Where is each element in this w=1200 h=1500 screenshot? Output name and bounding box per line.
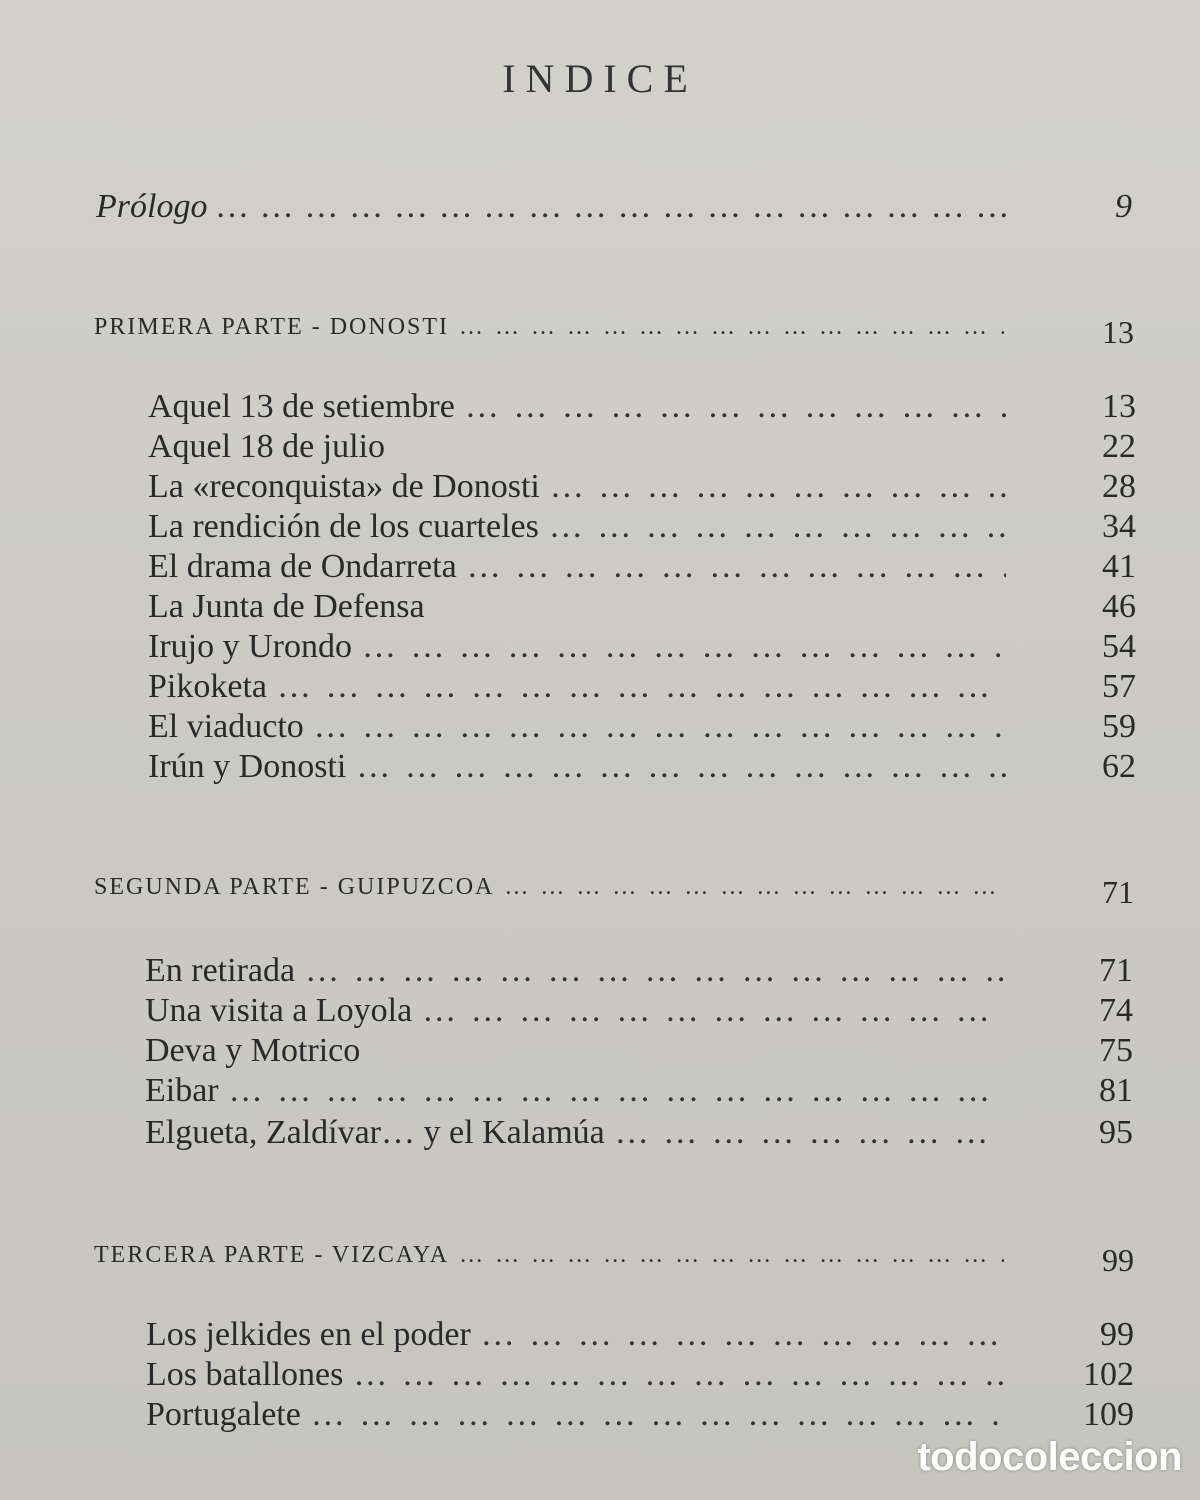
leader-dots [422, 992, 1003, 1030]
leader-dots [229, 1072, 1003, 1110]
toc-entry [148, 628, 1136, 666]
toc-part-page: 99 [1102, 1242, 1134, 1278]
toc-entry [148, 508, 1136, 546]
toc-entry-page: 54 [1102, 628, 1136, 665]
toc-entry-label: El drama de Ondarreta [148, 548, 457, 585]
leader-dots [217, 188, 1012, 226]
leader-dots [549, 508, 1006, 546]
toc-entry-page: 41 [1102, 548, 1136, 585]
toc-entry-prologo [96, 188, 1132, 226]
toc-entry-label: Prólogo [96, 188, 208, 225]
toc-part-heading [94, 314, 1134, 350]
toc-entry [145, 1032, 1133, 1070]
leader-dots [277, 668, 1006, 706]
toc-entry [148, 548, 1136, 586]
toc-entry [146, 1316, 1134, 1354]
toc-entry-page: 71 [1099, 952, 1133, 989]
toc-part-heading [94, 1242, 1134, 1278]
toc-entry-page: 99 [1100, 1316, 1134, 1353]
page-title: INDICE [502, 56, 698, 101]
toc-part-label: TERCERA PARTE - VIZCAYA [94, 1242, 450, 1268]
toc-entry [148, 388, 1136, 426]
toc-entry-page: 22 [1102, 428, 1136, 465]
toc-entry-label: Deva y Motrico [145, 1032, 361, 1069]
toc-part-label: PRIMERA PARTE - DONOSTI [94, 314, 450, 340]
toc-part-page: 71 [1102, 874, 1134, 910]
toc-entry-label: La rendición de los cuarteles [148, 508, 539, 545]
toc-entry-page: 81 [1099, 1072, 1133, 1109]
toc-entry-label: Irujo y Urondo [148, 628, 352, 665]
toc-entry-label: Portugalete [146, 1396, 301, 1433]
toc-entry-page: 74 [1099, 992, 1133, 1029]
toc-entry [148, 428, 1136, 466]
toc-entry [148, 748, 1136, 786]
toc-entry-label: Aquel 18 de julio [148, 428, 386, 465]
toc-entry-page: 95 [1099, 1114, 1133, 1151]
toc-entry-page: 102 [1083, 1356, 1134, 1393]
toc-entry [148, 708, 1136, 746]
leader-dots [314, 708, 1006, 746]
toc-entry-label: Los jelkides en el poder [146, 1316, 471, 1353]
leader-dots [305, 952, 1003, 990]
leader-dots [465, 388, 1006, 426]
toc-entry-page: 34 [1102, 508, 1136, 545]
toc-part-label: SEGUNDA PARTE - GUIPUZCOA [94, 874, 495, 900]
toc-entry-label: Aquel 13 de setiembre [148, 388, 455, 425]
toc-part-page: 13 [1102, 314, 1134, 350]
toc-entry-label: Eibar [145, 1072, 219, 1109]
toc-entry-label: En retirada [145, 952, 296, 989]
toc-entry-page: 13 [1102, 388, 1136, 425]
toc-entry-page: 62 [1102, 748, 1136, 785]
toc-entry [145, 992, 1133, 1030]
toc-entry [145, 1114, 1133, 1152]
toc-entry [145, 1072, 1133, 1110]
watermark-logo: todocoleccion [917, 1435, 1182, 1479]
toc-entry-page: 59 [1102, 708, 1136, 745]
toc-entry [145, 952, 1133, 990]
toc-entry-label: Una visita a Loyola [145, 992, 413, 1029]
leader-dots [467, 548, 1006, 586]
toc-entry-page: 109 [1083, 1396, 1134, 1433]
toc-entry [148, 588, 1136, 626]
toc-entry-page: 28 [1102, 468, 1136, 505]
toc-entry [148, 668, 1136, 706]
toc-entry-label: Elgueta, Zaldívar… y el Kalamúa [145, 1114, 605, 1151]
leader-dots [362, 628, 1006, 666]
toc-entry-label: Los batallones [146, 1356, 344, 1393]
leader-dots [615, 1114, 1003, 1152]
toc-entry [146, 1356, 1134, 1394]
toc-entry-label: La Junta de Defensa [148, 588, 425, 625]
toc-entry-page: 46 [1102, 588, 1136, 625]
leader-dots [459, 314, 1004, 341]
leader-dots [550, 468, 1006, 506]
leader-dots [504, 874, 1004, 901]
leader-dots [311, 1396, 1004, 1434]
leader-dots [459, 1242, 1004, 1269]
toc-entry-page: 9 [1115, 188, 1132, 225]
toc-entry-page: 57 [1102, 668, 1136, 705]
toc-entry-label: La «reconquista» de Donosti [148, 468, 540, 505]
toc-entry [146, 1396, 1134, 1434]
leader-dots [356, 748, 1006, 786]
toc-part-heading [94, 874, 1134, 910]
toc-entry-page: 75 [1099, 1032, 1133, 1069]
toc-entry-label: Irún y Donosti [148, 748, 347, 785]
toc-entry-label: El viaducto [148, 708, 304, 745]
toc-entry-label: Pikoketa [148, 668, 267, 705]
leader-dots [481, 1316, 1004, 1354]
leader-dots [353, 1356, 1004, 1394]
toc-entry [148, 468, 1136, 506]
